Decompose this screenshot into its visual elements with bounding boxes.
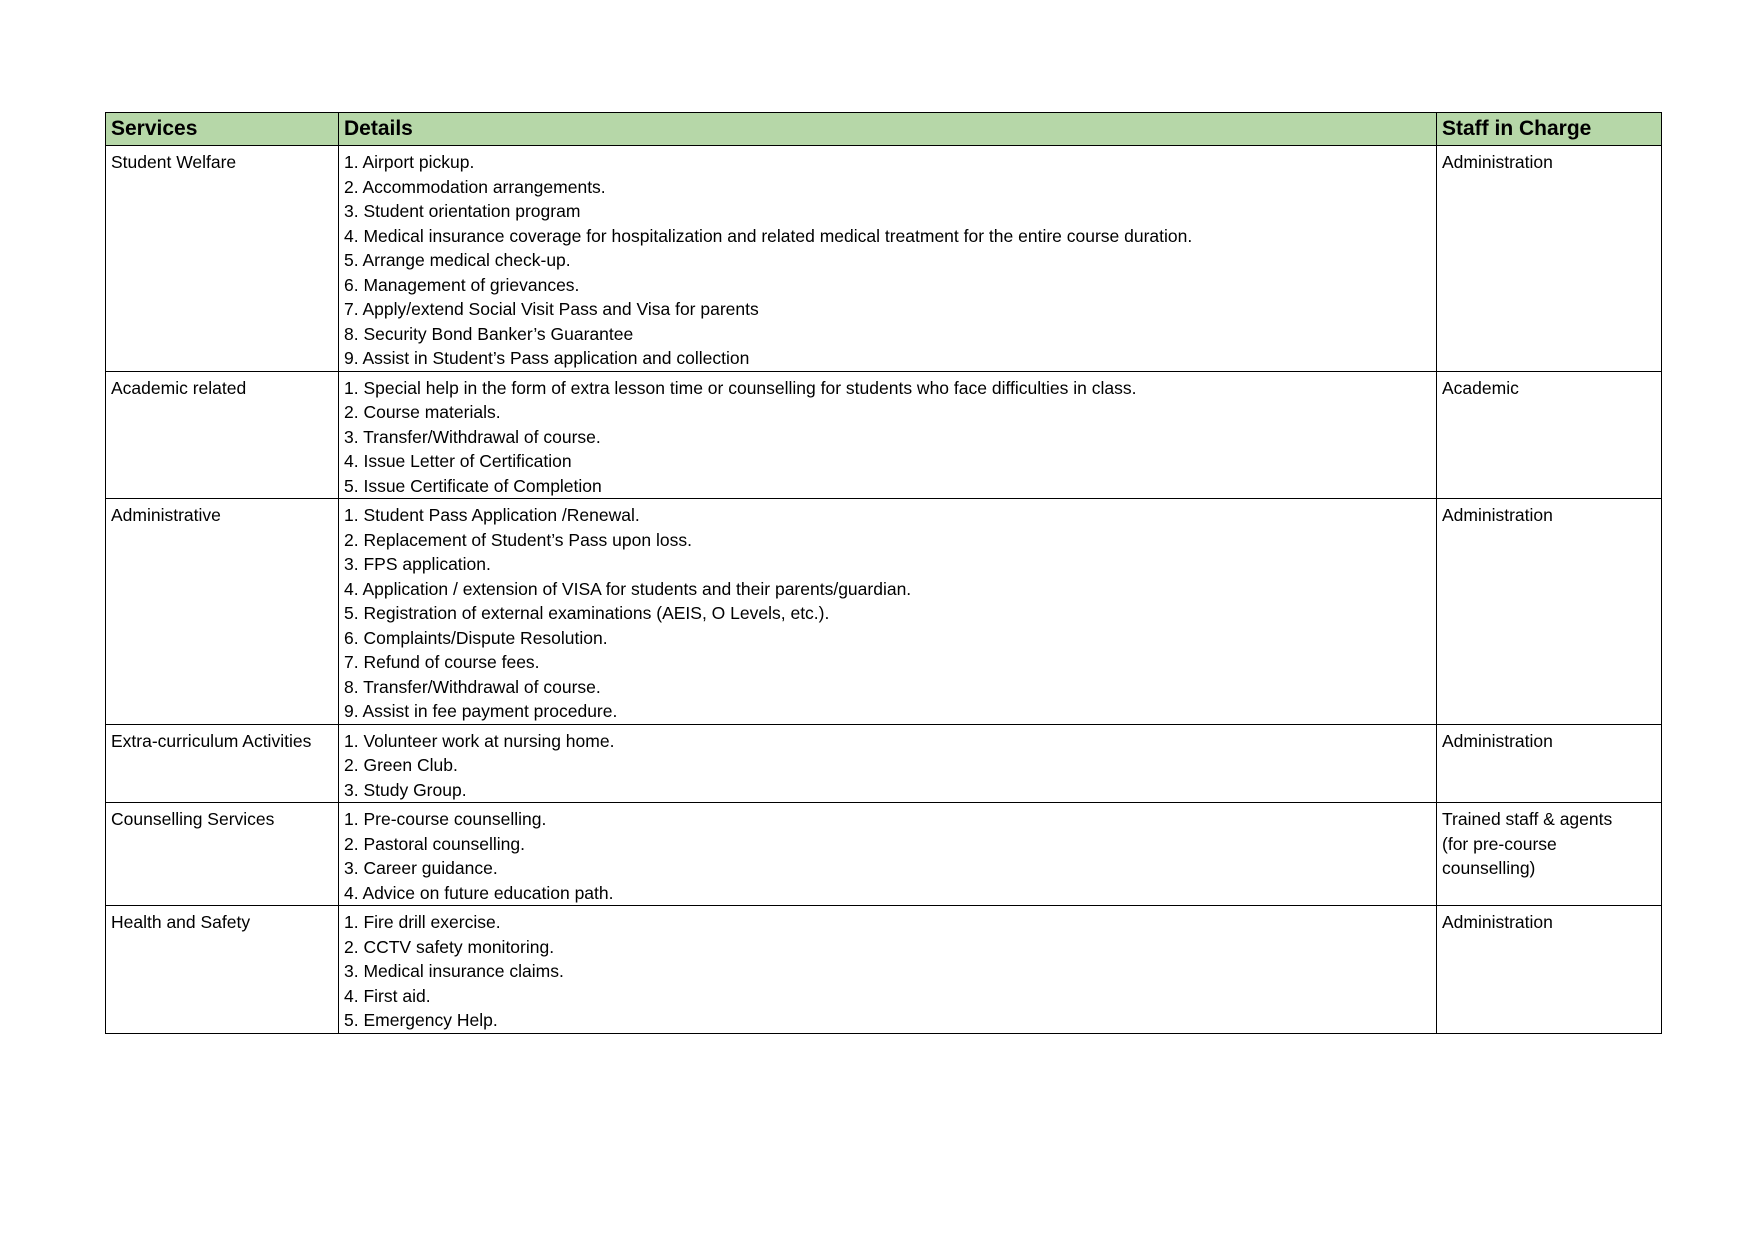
detail-item: 3. Student orientation program [344, 201, 581, 221]
service-cell: Academic related [106, 371, 339, 499]
detail-item: 9. Assist in Student’s Pass application and collection [344, 348, 750, 368]
details-cell [339, 724, 1437, 803]
services-table [105, 112, 1662, 1034]
staff-in-charge-cell: Administration [1437, 499, 1662, 725]
detail-item: 8. Security Bond Banker’s Guarantee [344, 323, 634, 344]
staff-in-charge-cell: Administration [1437, 724, 1662, 803]
details-cell [339, 499, 1437, 725]
details-cell [339, 146, 1437, 372]
detail-item: 5. Issue Certificate of Completion [344, 475, 602, 496]
detail-item: 6. Management of grievances. [344, 274, 580, 295]
staff-in-charge-cell: Trained staff & agents (for pre-course counselling) [1437, 803, 1662, 906]
detail-item: 9. Assist in fee payment procedure. [344, 701, 618, 721]
services-sheet [105, 112, 1661, 1034]
table-body [106, 146, 1662, 1034]
detail-item: 2. Pastoral counselling. [344, 833, 525, 854]
detail-item: 4. Issue Letter of Certification [344, 451, 572, 471]
detail-item: 6. Complaints/Dispute Resolution. [344, 627, 608, 648]
table-row [106, 906, 1662, 1034]
header-services: Services [106, 113, 339, 146]
table-row [106, 803, 1662, 906]
detail-item: 4. First aid. [344, 985, 431, 1006]
detail-item: 4. Application / extension of VISA for students and their parents/guardian. [344, 578, 912, 599]
detail-item: 1. Pre-course counselling. [344, 809, 547, 829]
staff-in-charge-cell: Administration [1437, 906, 1662, 1034]
details-cell [339, 803, 1437, 906]
table-row [106, 146, 1662, 372]
detail-item: 2. Replacement of Student’s Pass upon loss. [344, 529, 692, 550]
detail-item: 1. Airport pickup. [344, 152, 475, 172]
detail-item: 5. Emergency Help. [344, 1010, 498, 1030]
header-row [106, 113, 1662, 146]
service-cell: Counselling Services [106, 803, 339, 906]
detail-item: 5. Registration of external examinations (AEIS, O Levels, etc.). [344, 603, 830, 623]
table-row [106, 724, 1662, 803]
service-cell: Extra-curriculum Activities [106, 724, 339, 803]
staff-in-charge-cell: Academic [1437, 371, 1662, 499]
detail-item: 1. Student Pass Application /Renewal. [344, 505, 640, 525]
detail-item: 1. Fire drill exercise. [344, 912, 501, 932]
header-staff-in-charge: Staff in Charge [1437, 113, 1662, 146]
table-row [106, 499, 1662, 725]
staff-in-charge-cell: Administration [1437, 146, 1662, 372]
detail-item: 3. Career guidance. [344, 858, 498, 878]
detail-item: 3. Medical insurance claims. [344, 961, 564, 981]
detail-item: 2. CCTV safety monitoring. [344, 936, 555, 957]
detail-item: 8. Transfer/Withdrawal of course. [344, 676, 601, 697]
details-cell [339, 371, 1437, 499]
detail-item: 3. Transfer/Withdrawal of course. [344, 426, 601, 447]
table-row [106, 371, 1662, 499]
service-cell: Health and Safety [106, 906, 339, 1034]
detail-item: 5. Arrange medical check-up. [344, 250, 571, 270]
detail-item: 2. Green Club. [344, 755, 458, 775]
detail-item: 4. Medical insurance coverage for hospitalization and related medical treatment for the entire course duration. [344, 225, 1193, 246]
detail-item: 4. Advice on future education path. [344, 882, 614, 903]
detail-item: 7. Refund of course fees. [344, 652, 540, 672]
details-cell [339, 906, 1437, 1034]
detail-item: 1. Volunteer work at nursing home. [344, 730, 615, 751]
service-cell: Administrative [106, 499, 339, 725]
detail-item: 7. Apply/extend Social Visit Pass and Visa for parents [344, 299, 759, 319]
detail-item: 3. Study Group. [344, 779, 467, 800]
detail-item: 2. Accommodation arrangements. [344, 176, 606, 197]
detail-item: 3. FPS application. [344, 554, 491, 574]
header-details: Details [339, 113, 1437, 146]
detail-item: 1. Special help in the form of extra lesson time or counselling for students who face difficulties in class. [344, 377, 1137, 398]
service-cell: Student Welfare [106, 146, 339, 372]
detail-item: 2. Course materials. [344, 402, 501, 422]
